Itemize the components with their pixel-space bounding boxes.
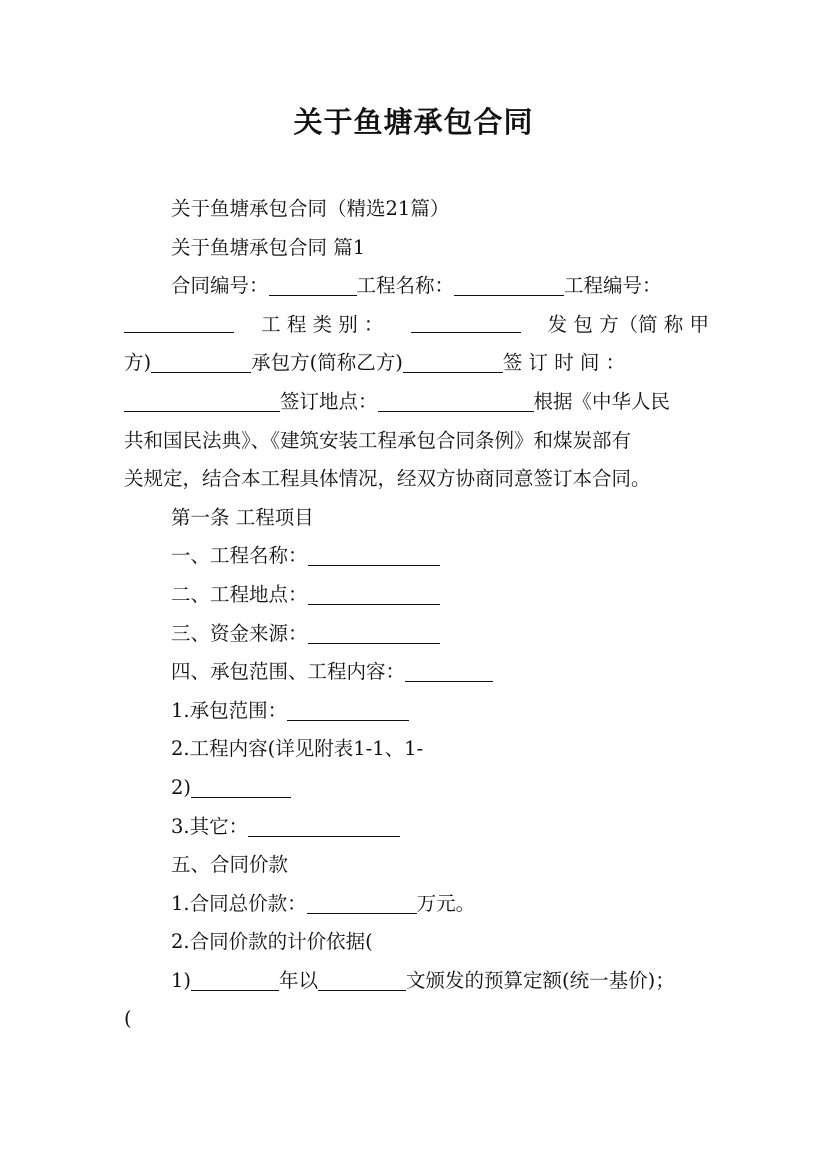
basis-item1-prefix: 1) [171,968,192,992]
basis-label: 2.合同价款的计价依据( [171,930,373,954]
item2-label: 二、工程地点： [171,582,308,606]
sub3-label: 3.其它： [171,814,249,838]
item2-blank [308,578,440,605]
article-one-sub2-cont [124,769,709,808]
contract-info-line-2 [124,306,709,345]
sub3-blank [248,810,400,837]
basis-item1-suffix: 文颁发的预算定额(统一基价)； [406,968,675,992]
section-heading-line [124,229,709,268]
total-unit: 万元。 [416,891,476,915]
contract-no-blank [269,269,357,296]
contract-info-line-3 [124,344,709,383]
sign-place-label: 签订地点： [280,389,378,413]
basis-text-part3: 关规定，结合本工程具体情况，经双方协商同意签订本合同。 [124,467,651,491]
item1-label: 一、工程名称： [171,544,308,568]
item1-blank [308,539,440,566]
contract-info-line-5 [124,422,709,461]
item4-blank [405,655,493,682]
sub1-blank [287,694,409,721]
article-one-item3 [124,615,709,654]
basis-item1-mid: 年以 [279,968,319,992]
party-a-blank [151,346,251,373]
subtitle-line [124,190,709,229]
article-five-basis-item1 [124,962,709,1001]
party-a-label-part2: 方) [124,351,152,375]
subtitle: 关于鱼塘承包合同（精选21篇） [171,197,450,220]
contract-info-line-1 [124,267,709,306]
contract-no-label: 合同编号： [171,274,269,298]
article-one-sub1 [124,692,709,731]
sign-time-blank [124,385,280,412]
project-no-blank [124,306,234,333]
article-one-item2 [124,576,709,615]
trailing-line [124,1000,709,1039]
sub2-label-part1: 2.工程内容(详见附表1-1、1- [171,737,424,761]
article-one-sub3 [124,808,709,847]
sub2-blank [191,771,291,798]
contract-info-line-6 [124,460,709,499]
document-body [124,190,709,1039]
sign-place-blank [378,385,534,412]
basis-item1-doc-blank [318,964,406,991]
sub2-label-part2: 2) [171,775,192,799]
item3-label: 三、资金来源： [171,621,308,645]
sub1-label: 1.承包范围： [171,698,288,722]
party-a-label-part1: 发 包 方（简 称 甲 [547,312,709,336]
project-name-blank [454,269,564,296]
article-five-heading: 五、合同价款 [171,853,289,877]
article-one-item4 [124,653,709,692]
article-one-item1 [124,537,709,576]
article-one-sub2 [124,730,709,769]
total-blank [307,887,417,914]
article-five-heading-line [124,846,709,885]
sign-time-label: 签 订 时 间 ： [502,351,626,375]
article-five-total [124,885,709,924]
basis-text-part2: 共和国民法典》、《建筑安装工程承包合同条例》和煤炭部有 [124,428,632,452]
article-one-heading: 第一条 工程项目 [171,505,314,529]
article-five-basis [124,923,709,962]
basis-text-part1: 根据《中华人民 [533,389,671,413]
contract-info-line-4 [124,383,709,422]
category-blank [411,306,521,333]
document-title: 关于鱼塘承包合同 [293,105,534,139]
project-no-label: 工程编号： [564,274,662,298]
basis-item1-year-blank [191,964,279,991]
article-one-heading-line [124,499,709,538]
project-name-label: 工程名称： [356,274,455,298]
item4-label: 四、承包范围、工程内容： [171,660,406,684]
section-heading: 关于鱼塘承包合同 篇1 [171,235,366,259]
total-label: 1.合同总价款： [171,891,307,915]
category-label: 工 程 类 别 ： [261,312,384,336]
party-b-blank [403,346,503,373]
trailing-paren: ( [124,1007,132,1031]
party-b-label: 承包方(简称乙方) [251,351,403,375]
item3-blank [308,617,440,644]
